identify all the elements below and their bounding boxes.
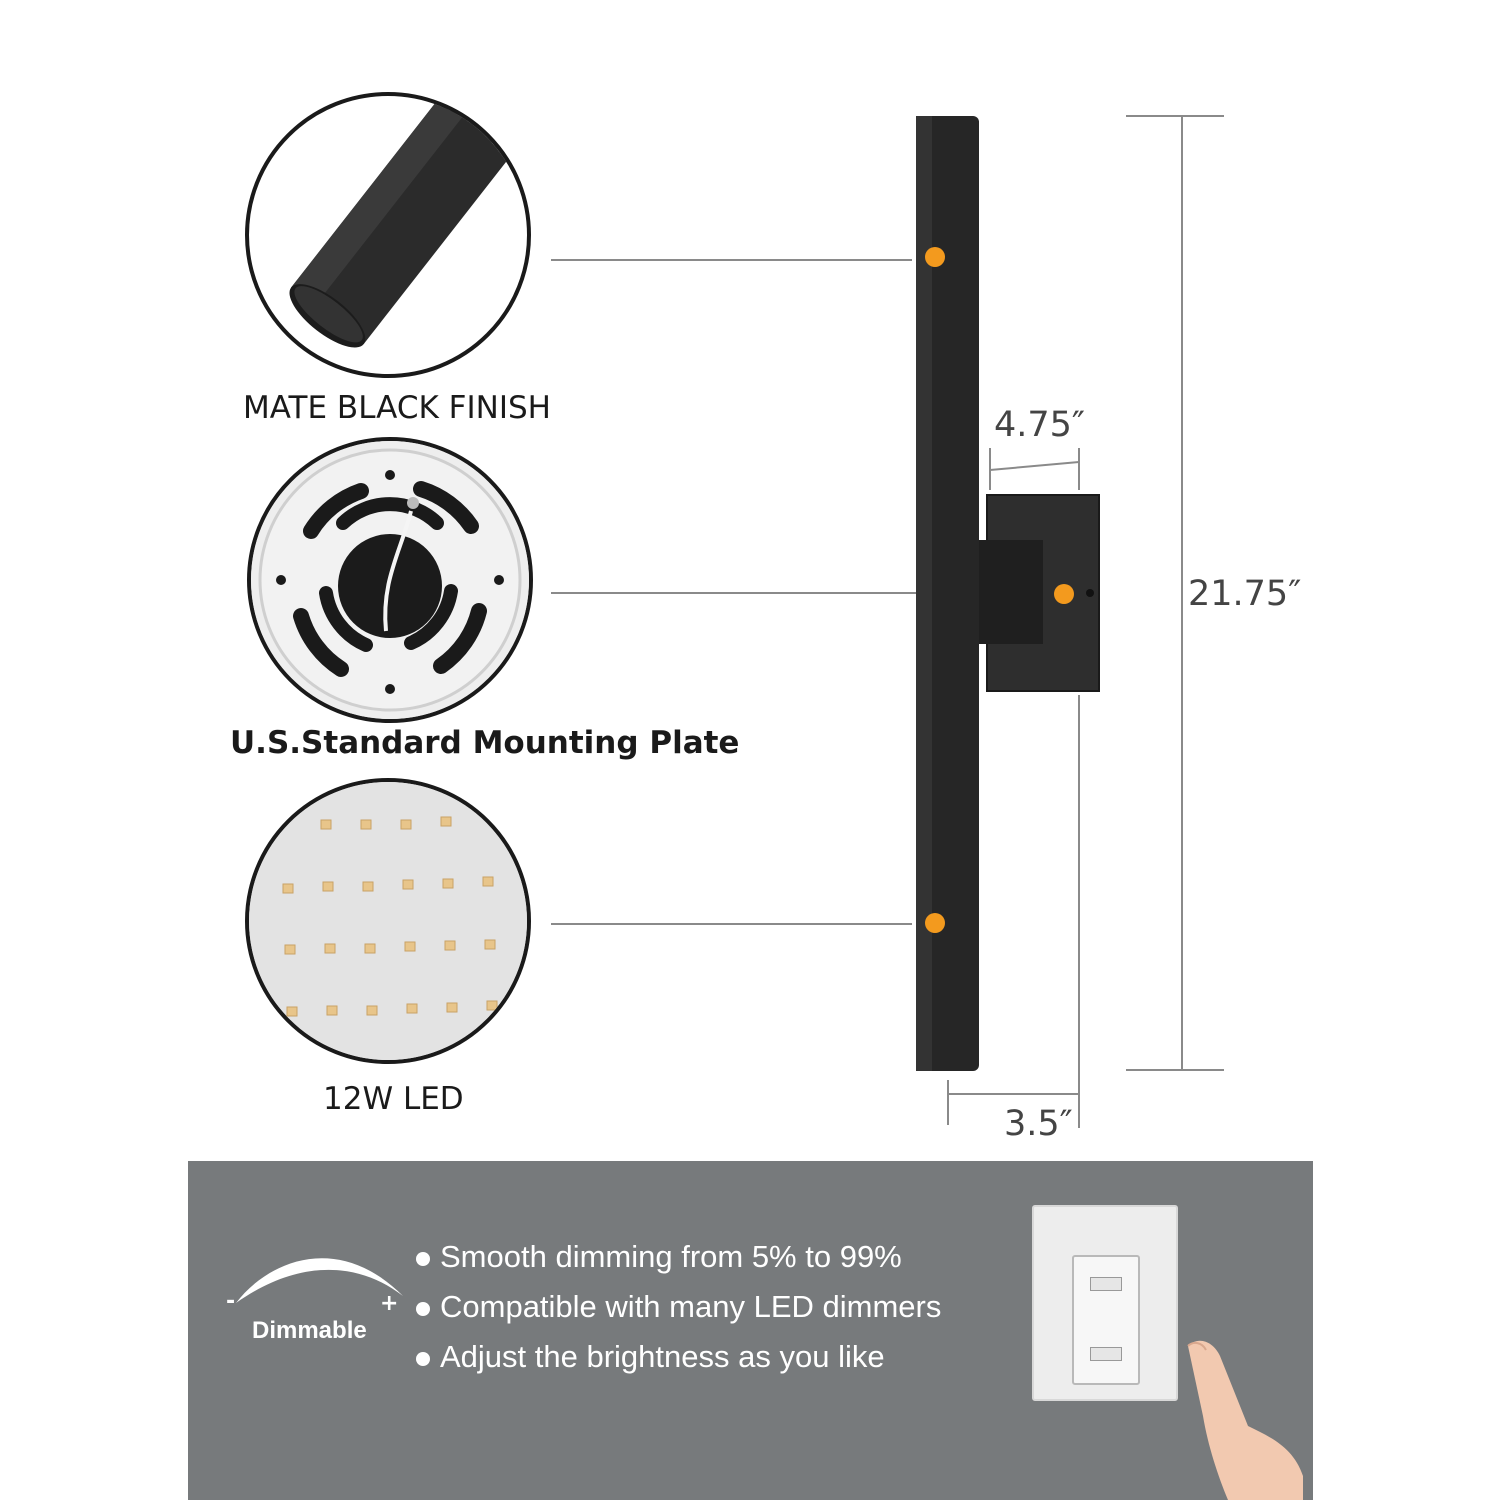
slider-top-icon: [1090, 1277, 1122, 1291]
caption-mounting-plate: U.S.Standard Mounting Plate: [230, 725, 740, 761]
caption-led: 12W LED: [323, 1081, 464, 1117]
bullet-dot-icon: [416, 1302, 430, 1316]
caption-finish: MATE BLACK FINISH: [243, 390, 551, 426]
bullet-dot-icon: [416, 1252, 430, 1266]
minus-sign: -: [226, 1289, 236, 1314]
bullet-item: Adjust the brightness as you like: [416, 1339, 885, 1375]
plate-width-label: 4.75″: [994, 405, 1086, 445]
bullet-dot-icon: [416, 1352, 430, 1366]
depth-label: 3.5″: [1004, 1104, 1073, 1144]
accent-dot-plate: [1054, 584, 1074, 604]
dimmer-switch-body: [1072, 1255, 1140, 1385]
arm-block: [979, 540, 1043, 644]
accent-dot-led: [925, 913, 945, 933]
bullet-item: Smooth dimming from 5% to 99%: [416, 1239, 902, 1275]
height-label: 21.75″: [1188, 574, 1302, 614]
dimming-panel: [188, 1161, 1313, 1500]
finger-pointing-icon: [1178, 1336, 1313, 1500]
bullet-item: Compatible with many LED dimmers: [416, 1289, 941, 1325]
accent-dot-finish: [925, 247, 945, 267]
plate-width-dimension-line: [990, 462, 1079, 470]
screw: [1086, 589, 1094, 597]
dimmer-switch-image: [1032, 1205, 1178, 1401]
dimmable-label: Dimmable: [252, 1317, 367, 1344]
plus-sign: +: [380, 1291, 399, 1316]
slider-bottom-icon: [1090, 1347, 1122, 1361]
